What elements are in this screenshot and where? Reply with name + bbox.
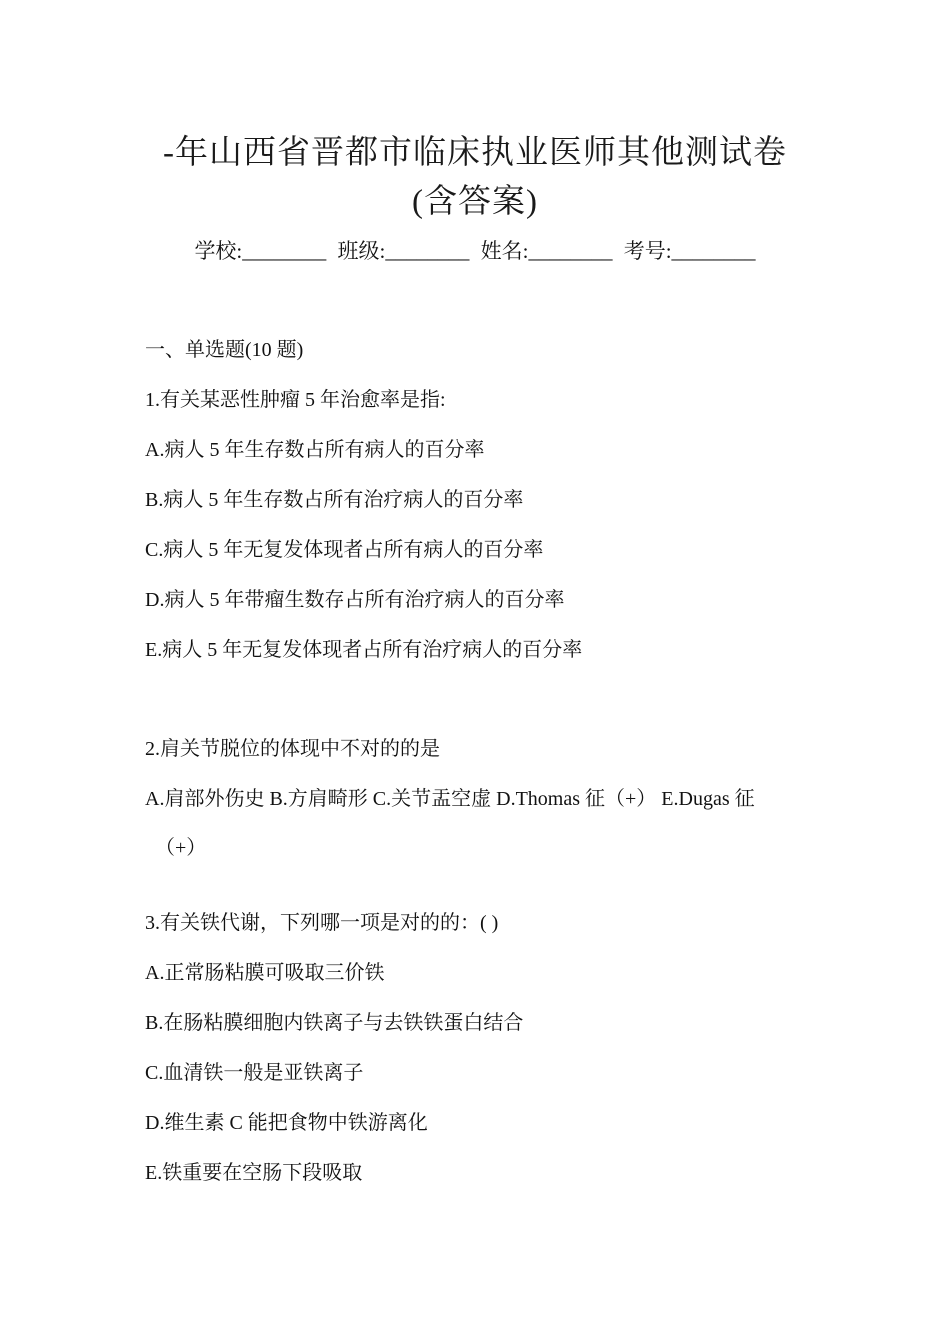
section-heading: 一、单选题(10 题) — [145, 339, 304, 361]
document-subtitle: (含答案) — [412, 184, 538, 220]
question-3-option-d: D.维生素 C 能把食物中铁游离化 — [145, 1112, 428, 1134]
question-1-option-d: D.病人 5 年带瘤生数存占所有治疗病人的百分率 — [145, 589, 565, 611]
document-title: -年山西省晋都市临床执业医师其他测试卷 — [163, 135, 787, 171]
question-3-stem: 3.有关铁代谢，下列哪一项是对的的：( ) — [145, 912, 499, 934]
question-1-option-b: B.病人 5 年生存数占所有治疗病人的百分率 — [145, 489, 524, 511]
question-2-options: A.肩部外伤史 B.方肩畸形 C.关节盂空虚 D.Thomas 征（+） E.Dugas 征 — [145, 788, 755, 810]
question-3-option-e: E.铁重要在空肠下段吸取 — [145, 1162, 363, 1184]
question-3-option-b: B.在肠粘膜细胞内铁离子与去铁铁蛋白结合 — [145, 1012, 524, 1034]
question-2-options-continued: （+） — [155, 837, 207, 859]
question-2-stem: 2.肩关节脱位的体现中不对的的是 — [145, 738, 440, 760]
question-1-stem: 1.有关某恶性肿瘤 5 年治愈率是指: — [145, 389, 446, 411]
question-3-option-c: C.血清铁一般是亚铁离子 — [145, 1062, 364, 1084]
name-field: 姓名:________ — [480, 239, 613, 263]
question-1-option-a: A.病人 5 年生存数占所有病人的百分率 — [145, 439, 485, 461]
question-1-option-c: C.病人 5 年无复发体现者占所有病人的百分率 — [145, 539, 544, 561]
school-field: 学校:________ — [194, 239, 327, 263]
number-field: 考号:________ — [623, 239, 756, 263]
class-field: 班级:________ — [337, 239, 470, 263]
question-1-option-e: E.病人 5 年无复发体现者占所有治疗病人的百分率 — [145, 639, 583, 661]
student-info-row — [0, 236, 950, 266]
question-3-option-a: A.正常肠粘膜可吸取三价铁 — [145, 962, 385, 984]
